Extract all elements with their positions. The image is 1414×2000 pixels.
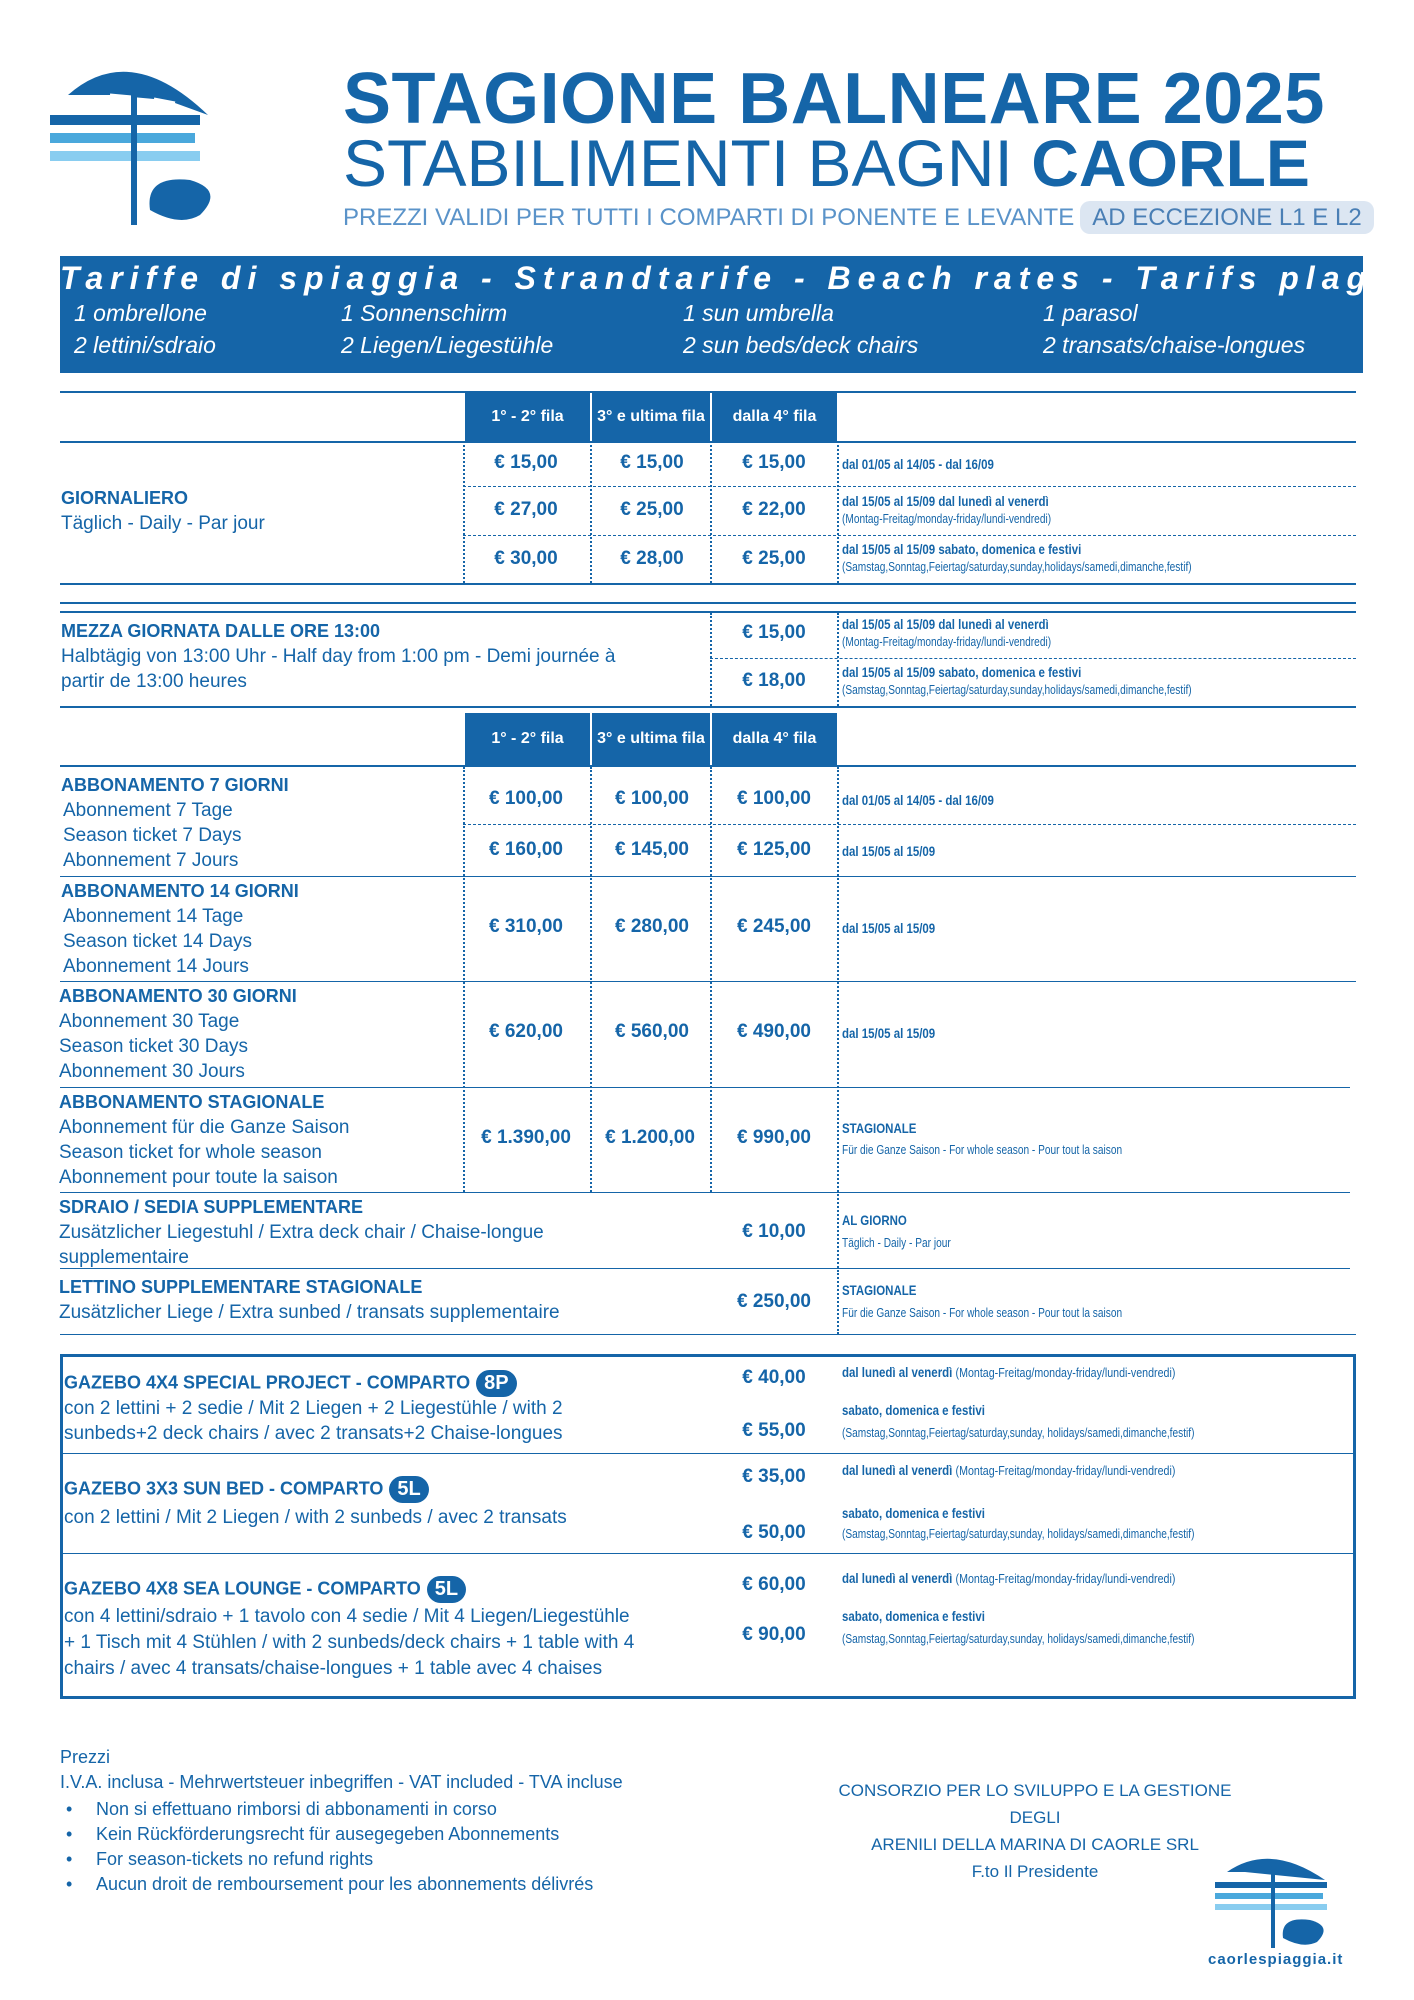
gazebo-label: GAZEBO 3X3 SUN BED - COMPARTO 5L [64,1476,429,1503]
comparto-badge: 5L [389,1476,428,1503]
rule-item: • Aucun droit de remboursement pour les abonnements délivrés [60,1872,593,1897]
price: € 10,00 [742,1221,806,1242]
refund-rules [60,1797,593,1897]
abb14-sub: Season ticket 14 Days [63,931,253,952]
abbstag-sub: Season ticket for whole season [59,1142,322,1163]
abbstag-sub: Abonnement für die Ganze Saison [59,1117,350,1138]
validity-note: PREZZI VALIDI PER TUTTI I COMPARTI DI PONENTE E LEVANTE AD ECCEZIONE L1 E L2 [343,204,1374,232]
period-note-sub: (Samstag,Sonntag,Feiertag/saturday,sunday, holidays/samedi,dimanche,festif) [842,1526,1195,1541]
column-header: 1° - 2° fila [465,393,590,441]
price: € 280,00 [615,916,689,937]
abbstag-sub: Abonnement pour toute la saison [59,1167,338,1188]
price: € 245,00 [737,916,811,937]
rule-item: • Kein Rückförderungsrecht für ausegegeben Abonnements [60,1822,593,1847]
gazebo-sub: con 2 lettini / Mit 2 Liegen / with 2 sunbeds / avec 2 transats [64,1507,567,1528]
gazebo-sub: sunbeds+2 deck chairs / avec 2 transats+2 Chaise-longues [64,1423,563,1444]
price: € 55,00 [742,1420,806,1441]
vat-note: I.V.A. inclusa - Mehrwertsteuer inbegriffen - VAT included - TVA incluse [60,1772,623,1792]
column-header: dalla 4° fila [712,393,837,441]
abb30-label: ABBONAMENTO 30 GIORNI [59,986,297,1006]
column-header: dalla 4° fila [712,713,837,765]
banner-item: 1 sun umbrella [683,300,834,326]
price: € 620,00 [489,1021,563,1042]
price: € 125,00 [737,839,811,860]
price: € 30,00 [494,548,558,569]
period-note-sub: (Montag-Freitag/monday-friday/lundi-vendredi) [842,634,1052,649]
abb7-sub: Season ticket 7 Days [63,825,242,846]
period-note-sub: Täglich - Daily - Par jour [842,1235,951,1250]
column-header: 3° e ultima fila [592,393,710,441]
page-title: STAGIONE BALNEARE 2025 [343,59,1325,139]
umbrella-logo-small [1215,1850,1335,1950]
comparto-badge: 5L [427,1576,466,1603]
period-note: dal 15/05 al 15/09 [842,1025,936,1041]
rule-item: • Non si effettuano rimborsi di abbonamenti in corso [60,1797,593,1822]
column-header: 3° e ultima fila [592,713,710,765]
banner-item: 1 parasol [1043,300,1138,326]
mezza-label: MEZZA GIORNATA DALLE ORE 13:00 [61,621,381,641]
price: € 490,00 [737,1021,811,1042]
period-note: dal 15/05 al 15/09 dal lunedì al venerdì [842,616,1049,632]
gazebo-sub: chairs / avec 4 transats/chaise-longues + 1 table avec 4 chaises [64,1658,603,1679]
exception-tag: AD ECCEZIONE L1 E L2 [1080,201,1373,234]
period-note: STAGIONALE [842,1282,917,1298]
price: € 60,00 [742,1574,806,1595]
abb7-sub: Abonnement 7 Jours [63,850,239,871]
price: € 990,00 [737,1127,811,1148]
lettino-label: LETTINO SUPPLEMENTARE STAGIONALE [59,1277,423,1297]
period-note: dal 15/05 al 15/09 [842,920,936,936]
price: € 28,00 [620,548,684,569]
period-note-sub: (Samstag,Sonntag,Feiertag/saturday,sunday, holidays/samedi,dimanche,festif) [842,1425,1195,1440]
period-note: dal 15/05 al 15/09 sabato, domenica e festivi [842,541,1082,557]
period-note-sub: (Samstag,Sonntag,Feiertag/saturday,sunday,holidays/samedi,dimanche,festif) [842,682,1192,697]
banner-item: 1 Sonnenschirm [341,300,508,326]
banner-item: 2 Liegen/Liegestühle [341,332,554,358]
price: € 160,00 [489,839,563,860]
price: € 15,00 [742,452,806,473]
price: € 100,00 [737,788,811,809]
banner-item: 2 lettini/sdraio [74,332,216,358]
price: € 50,00 [742,1522,806,1543]
price: € 18,00 [742,670,806,691]
period-note-sub: (Montag-Freitag/monday-friday/lundi-vendredi) [842,511,1052,526]
price: € 250,00 [737,1291,811,1312]
price: € 560,00 [615,1021,689,1042]
price: € 27,00 [494,499,558,520]
price: € 1.390,00 [481,1127,571,1148]
rates-banner [60,256,1398,373]
abb30-sub: Season ticket 30 Days [59,1036,249,1057]
price: € 15,00 [620,452,684,473]
price: € 22,00 [742,499,806,520]
page-subtitle: STABILIMENTI BAGNI CAORLE [343,126,1310,200]
price: € 35,00 [742,1466,806,1487]
banner-title: Tariffe di spiaggia - Strandtarife - Beach rates - Tarifs plage [60,260,1398,296]
period-note: dal 01/05 al 14/05 - dal 16/09 [842,792,994,808]
period-note: dal 15/05 al 15/09 [842,843,936,859]
period-note: dal lunedì al venerdì (Montag-Freitag/monday-friday/lundi-vendredi) [842,1364,1176,1380]
website-link[interactable]: caorlespiaggia.it [1208,1951,1344,1968]
price: € 100,00 [615,788,689,809]
period-note-sub: Für die Ganze Saison - For whole season - Pour tout la saison [842,1305,1123,1320]
period-note-sub: Für die Ganze Saison - For whole season - Pour tout la saison [842,1142,1123,1157]
abb14-sub: Abonnement 14 Jours [63,956,249,977]
prezzi-heading: Prezzi [60,1747,111,1767]
column-header: 1° - 2° fila [465,713,590,765]
price: € 25,00 [620,499,684,520]
period-note: AL GIORNO [842,1212,907,1228]
period-note: STAGIONALE [842,1120,917,1136]
banner-item: 1 ombrellone [74,300,207,326]
price: € 15,00 [742,622,806,643]
price: € 25,00 [742,548,806,569]
giornaliero-label: GIORNALIERO [61,488,189,508]
abb7-label: ABBONAMENTO 7 GIORNI [61,775,289,795]
period-note-sub: (Samstag,Sonntag,Feiertag/saturday,sunday, holidays/samedi,dimanche,festif) [842,1631,1195,1646]
period-note: sabato, domenica e festivi [842,1608,985,1624]
gazebo-label: GAZEBO 4X8 SEA LOUNGE - COMPARTO 5L [64,1576,466,1603]
mezza-sub: Halbtägig von 13:00 Uhr - Half day from 1:00 pm - Demi journée à [61,646,616,667]
price: € 100,00 [489,788,563,809]
abb14-label: ABBONAMENTO 14 GIORNI [61,881,299,901]
period-note: sabato, domenica e festivi [842,1402,985,1418]
period-note-sub: (Samstag,Sonntag,Feiertag/saturday,sunday,holidays/samedi,dimanche,festif) [842,559,1192,574]
period-note: dal 15/05 al 15/09 sabato, domenica e festivi [842,664,1082,680]
umbrella-logo [50,55,220,230]
consorzio-signature: CONSORZIO PER LO SVILUPPO E LA GESTIONE DEGLI ARENILI DELLA MARINA DI CAORLE SRL F.to Il Presidente [838,1781,1232,1881]
banner-item: 2 sun beds/deck chairs [683,332,919,358]
price: € 1.200,00 [605,1127,695,1148]
abbstag-label: ABBONAMENTO STAGIONALE [59,1092,325,1112]
banner-item: 2 transats/chaise-longues [1043,332,1306,358]
abb7-sub: Abonnement 7 Tage [63,800,233,821]
mezza-sub: partir de 13:00 heures [61,671,247,692]
period-note: dal lunedì al venerdì (Montag-Freitag/monday-friday/lundi-vendredi) [842,1462,1176,1478]
price: € 90,00 [742,1624,806,1645]
gazebo-sub: con 4 lettini/sdraio + 1 tavolo con 4 sedie / Mit 4 Liegen/Liegestühle [64,1606,630,1627]
price: € 145,00 [615,839,689,860]
price: € 40,00 [742,1367,806,1388]
abb30-sub: Abonnement 30 Tage [59,1011,240,1032]
period-note: sabato, domenica e festivi [842,1505,985,1521]
gazebo-sub: con 2 lettini + 2 sedie / Mit 2 Liegen + 2 Liegestühle / with 2 [64,1398,563,1419]
abb30-sub: Abonnement 30 Jours [59,1061,245,1082]
sdraio-sub: supplementaire [59,1247,189,1268]
lettino-sub: Zusätzlicher Liege / Extra sunbed / transats supplementaire [59,1302,560,1323]
period-note: dal lunedì al venerdì (Montag-Freitag/monday-friday/lundi-vendredi) [842,1570,1176,1586]
period-note: dal 01/05 al 14/05 - dal 16/09 [842,456,994,472]
rule-item: • For season-tickets no refund rights [60,1847,593,1872]
gazebo-label: GAZEBO 4X4 SPECIAL PROJECT - COMPARTO 8P [64,1370,517,1397]
gazebo-sub: + 1 Tisch mit 4 Stühlen / with 2 sunbeds/deck chairs + 1 table with 4 [64,1632,635,1653]
price: € 310,00 [489,916,563,937]
abb14-sub: Abonnement 14 Tage [63,906,244,927]
price: € 15,00 [494,452,558,473]
comparto-badge: 8P [476,1370,516,1397]
giornaliero-sub: Täglich - Daily - Par jour [61,513,265,534]
sdraio-label: SDRAIO / SEDIA SUPPLEMENTARE [59,1197,364,1217]
sdraio-sub: Zusätzlicher Liegestuhl / Extra deck chair / Chaise-longue [59,1222,544,1243]
period-note: dal 15/05 al 15/09 dal lunedì al venerdì [842,493,1049,509]
